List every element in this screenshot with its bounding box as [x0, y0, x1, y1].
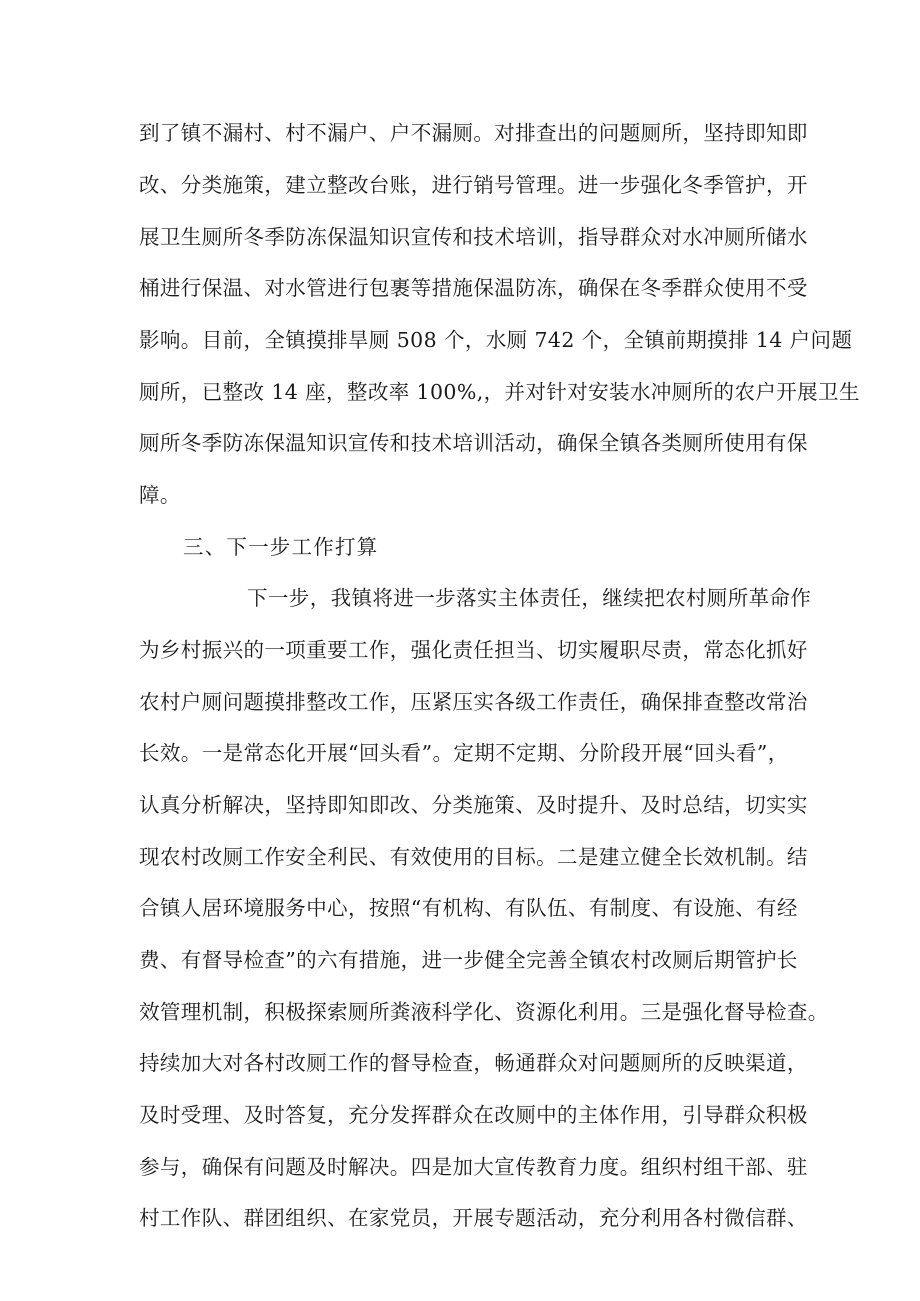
paragraph-line: 到了镇不漏村、村不漏户、户不漏厕。对排查出的问题厕所，坚持即知即	[139, 121, 808, 145]
paragraph-line: 为乡村振兴的一项重要工作，强化责任担当、切实履职尽责，常态化抓好	[139, 638, 808, 662]
paragraph-line: 桶进行保温、对水管进行包裹等措施保温防冻，确保在冬季群众使用不受	[139, 276, 808, 300]
paragraph-line: 改、分类施策，建立整改台账，进行销号管理。进一步强化冬季管护，开	[139, 173, 808, 197]
paragraph-line: 厕所，已整改 14 座，整改率 100%,，并对针对安装水冲厕所的农户开展卫生	[139, 380, 860, 404]
paragraph-line: 合镇人居环境服务中心，按照“有机构、有队伍、有制度、有设施、有经	[139, 896, 798, 920]
paragraph-line: 及时受理、及时答复，充分发挥群众在改厕中的主体作用，引导群众积极	[139, 1103, 808, 1127]
paragraph-line: 效管理机制，积极探索厕所粪液科学化、资源化利用。三是强化督导检查。	[139, 1000, 829, 1024]
paragraph-line: 厕所冬季防冻保温知识宣传和技术培训活动，确保全镇各类厕所使用有保	[139, 431, 808, 455]
paragraph-line: 障。	[139, 483, 181, 507]
paragraph-line: 现农村改厕工作安全利民、有效使用的目标。二是建立健全长效机制。结	[139, 845, 808, 869]
paragraph-line: 展卫生厕所冬季防冻保温知识宣传和技术培训，指导群众对水冲厕所储水	[139, 225, 808, 249]
paragraph-line: 费、有督导检查”的六有措施，进一步健全完善全镇农村改厕后期管护长	[139, 948, 798, 972]
paragraph-line: 村工作队、群团组织、在家党员，开展专题活动，充分利用各村微信群、	[139, 1206, 808, 1230]
paragraph-line: 下一步，我镇将进一步落实主体责任，继续把农村厕所革命作	[247, 586, 812, 610]
paragraph-line: 农村户厕问题摸排整改工作，压紧压实各级工作责任，确保排查整改常治	[139, 690, 808, 714]
paragraph-line: 持续加大对各村改厕工作的督导检查，畅通群众对问题厕所的反映渠道，	[139, 1051, 808, 1075]
paragraph-line: 认真分析解决，坚持即知即改、分类施策、及时提升、及时总结，切实实	[139, 793, 808, 817]
section-heading: 三、下一步工作打算	[183, 535, 379, 559]
paragraph-line: 影响。目前，全镇摸排旱厕 508 个，水厕 742 个，全镇前期摸排 14 户问题	[139, 328, 853, 352]
paragraph-line: 参与，确保有问题及时解决。四是加大宣传教育力度。组织村组干部、驻	[139, 1155, 808, 1179]
paragraph-line: 长效。一是常态化开展“回头看”。定期不定期、分阶段开展“回头看”，	[139, 741, 789, 765]
